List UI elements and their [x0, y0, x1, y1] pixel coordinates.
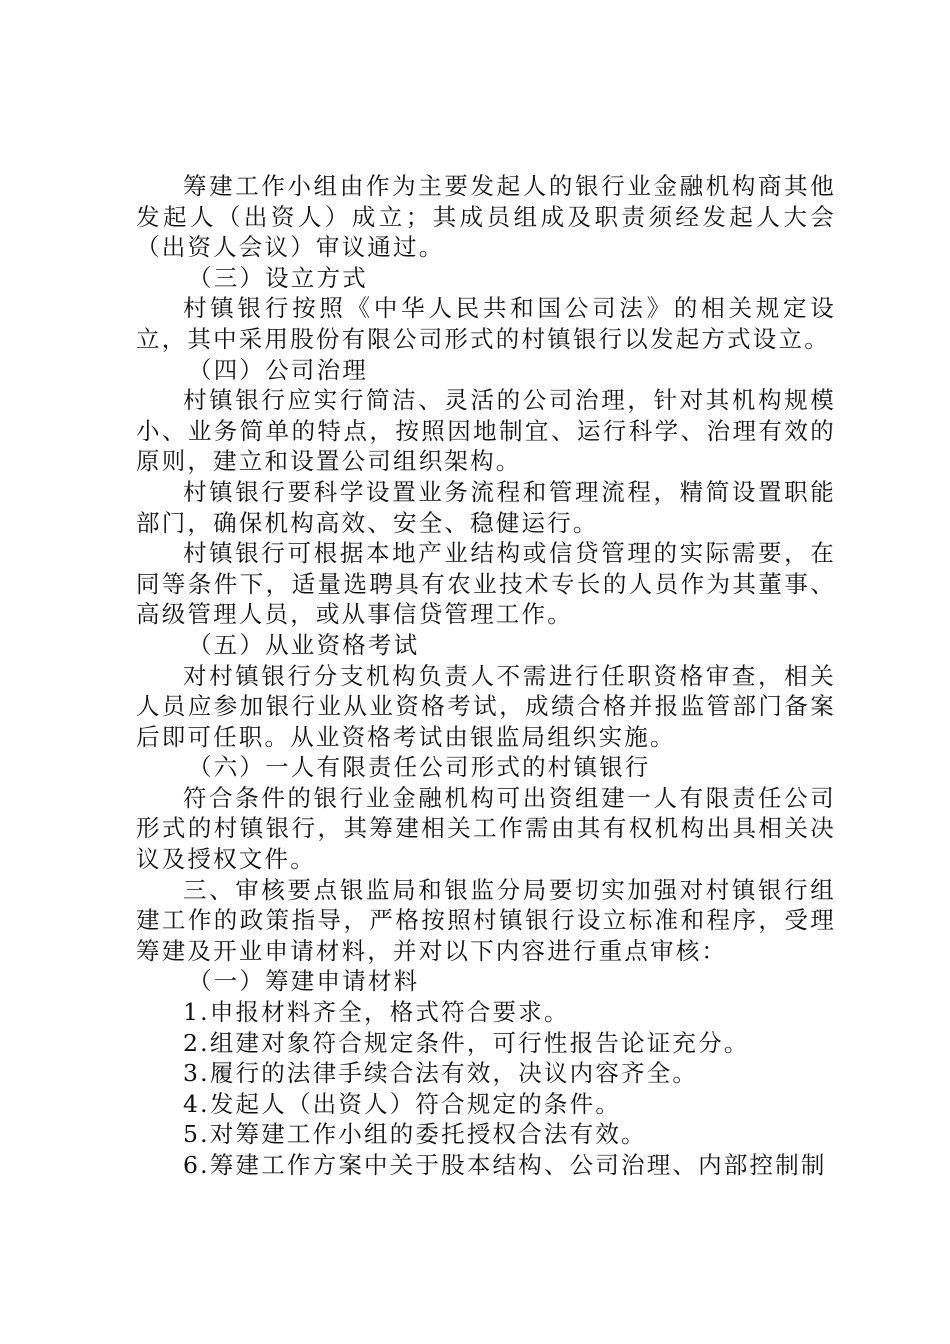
paragraph: 村镇银行要科学设置业务流程和管理流程，精简设置职能部门，确保机构高效、安全、稳健运行。	[136, 477, 836, 537]
list-item: 6.筹建工作方案中关于股本结构、公司治理、内部控制制	[183, 1151, 827, 1179]
paragraph: 村镇银行应实行简洁、灵活的公司治理，针对其机构规模小、业务简单的特点，按照因地制宜、运行科学、治理有效的原则，建立和设置公司组织架构。	[136, 386, 836, 476]
paragraph: 村镇银行按照《中华人民共和国公司法》的相关规定设立，其中采用股份有限公司形式的村镇银行以发起方式设立。	[136, 294, 836, 353]
paragraph: 符合条件的银行业金融机构可出资组建一人有限责任公司形式的村镇银行，其筹建相关工作需由其有权机构出具相关决议及授权文件。	[136, 783, 836, 874]
list-item: 4.发起人（出资人）符合规定的条件。	[183, 1089, 622, 1118]
section-heading: （一）筹建申请材料	[188, 967, 420, 996]
paragraph: 对村镇银行分支机构负责人不需进行任职资格审查，相关人员应参加银行业从业资格考试，成绩合格并报监管部门备案后即可任职。从业资格考试由银监局组织实施。	[136, 661, 836, 751]
section-heading: （六）一人有限责任公司形式的村镇银行	[188, 753, 651, 782]
document-body	[136, 171, 836, 1181]
section-heading: （四）公司治理	[188, 355, 368, 384]
paragraph: 筹建工作小组由作为主要发起人的银行业金融机构商其他发起人（出资人）成立；其成员组成及职责须经发起人大会（出资人会议）审议通过。	[136, 172, 836, 262]
section-heading: （五）从业资格考试	[188, 630, 420, 659]
list-item: 3.履行的法律手续合法有效，决议内容齐全。	[183, 1059, 699, 1088]
list-item: 2.组建对象符合规定条件，可行性报告论证充分。	[183, 1028, 750, 1057]
paragraph: 三、审核要点银监局和银监分局要切实加强对村镇银行组建工作的政策指导，严格按照村镇银行设立标准和程序，受理筹建及开业申请材料，并对以下内容进行重点审核：	[136, 875, 836, 965]
paragraph: 村镇银行可根据本地产业结构或信贷管理的实际需要，在同等条件下，适量选聘具有农业技术专长的人员作为其董事、高级管理人员，或从事信贷管理工作。	[136, 539, 836, 629]
section-heading: （三）设立方式	[188, 263, 368, 292]
list-item: 5.对筹建工作小组的委托授权合法有效。	[183, 1120, 647, 1149]
list-item: 1.申报材料齐全，格式符合要求。	[183, 998, 570, 1027]
